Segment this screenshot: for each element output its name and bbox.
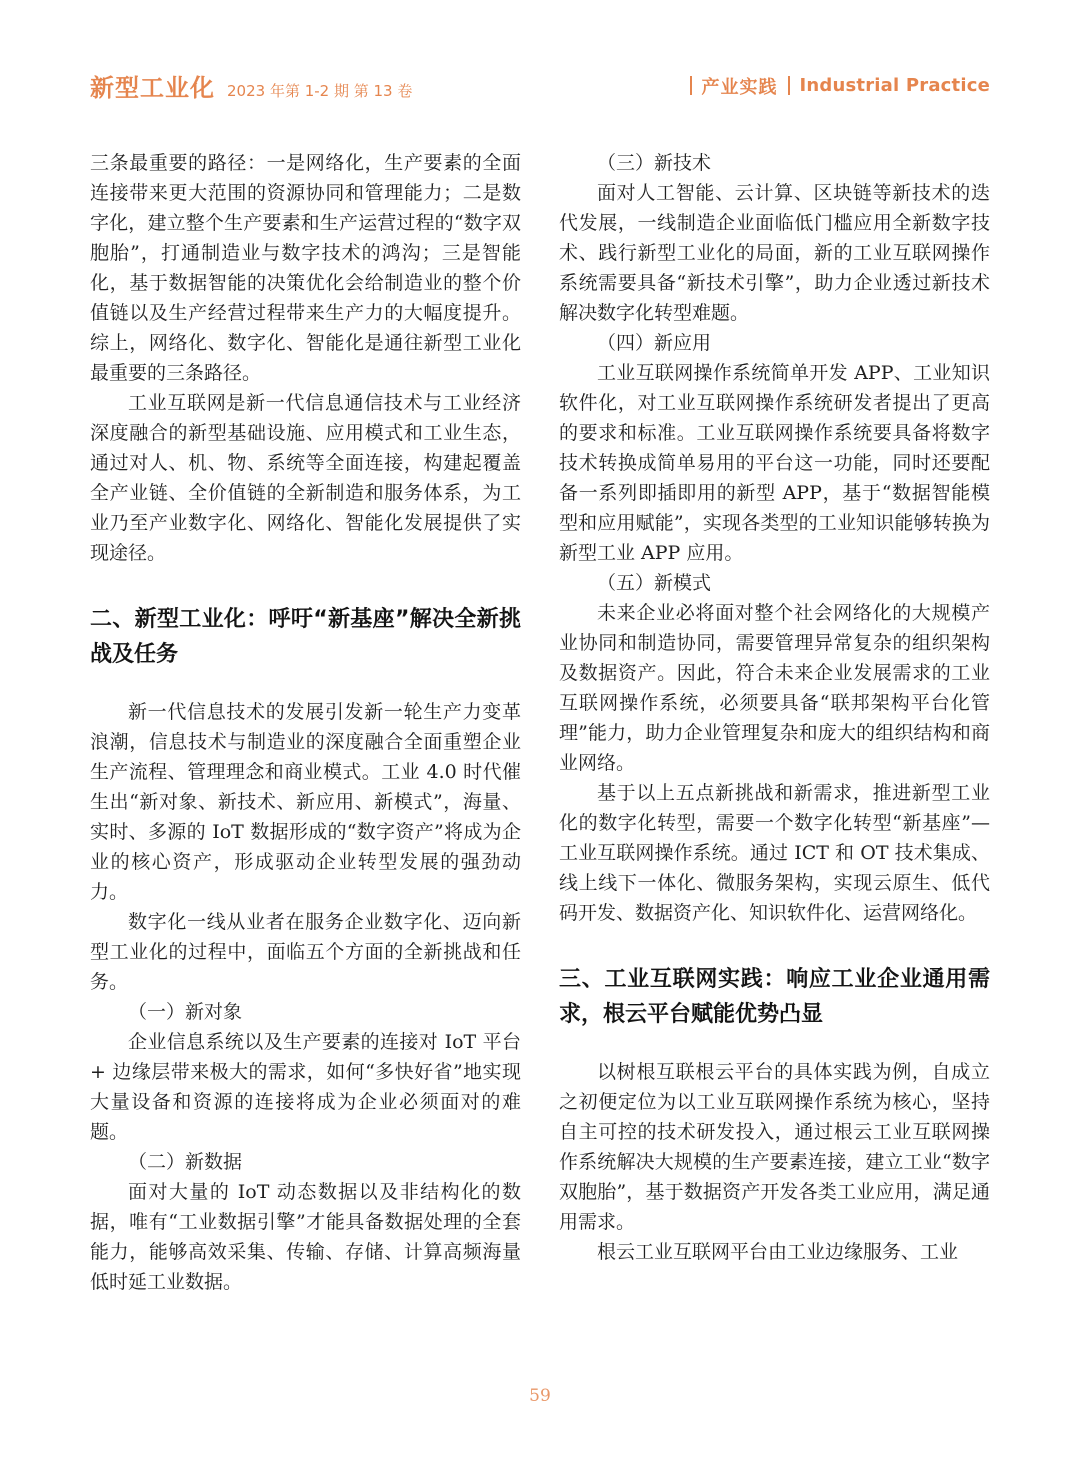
- right-column: [559, 148, 990, 1297]
- header-divider-icon: [690, 76, 692, 95]
- header-left: [90, 68, 412, 103]
- subheading-5-new-mode: （五）新模式: [597, 572, 712, 594]
- subheading-2-new-data: （二）新数据: [128, 1151, 243, 1173]
- header-divider-icon: [788, 76, 790, 95]
- header-section-en: Industrial Practice: [799, 75, 990, 96]
- subheading-3-new-technology: （三）新技术: [597, 152, 712, 174]
- paragraph: 工业互联网是新一代信息通信技术与工业经济深度融合的新型基础设施、应用模式和工业生态，通过对人、机、物、系统等全面连接，构建起覆盖全产业链、全价值链的全新制造和服务体系，为工业乃至产业数字化、网络化、智能化发展提供了实现途径。: [90, 392, 521, 564]
- paragraph: 根云工业互联网平台由工业边缘服务、工业: [597, 1241, 959, 1263]
- section-heading-2: 二、新型工业化：呼吁“新基座”解决全新挑战及任务: [90, 607, 521, 667]
- subheading-1-new-object: （一）新对象: [128, 1001, 243, 1023]
- paragraph: 面对人工智能、云计算、区块链等新技术的迭代发展，一线制造企业面临低门槛应用全新数字技术、践行新型工业化的局面，新的工业互联网操作系统需要具备“新技术引擎”，助力企业透过新技术解决数字化转型难题。: [559, 182, 990, 324]
- paragraph: 新一代信息技术的发展引发新一轮生产力变革浪潮，信息技术与制造业的深度融合全面重塑企业生产流程、管理理念和商业模式。工业 4.0 时代催生出“新对象、新技术、新应用、新模式”，海量、实时、多源的 IoT 数据形成的“数字资产”将成为企业的核心资产，形成驱动企业转型发展的强劲动力。: [90, 701, 521, 903]
- paragraph: 企业信息系统以及生产要素的连接对 IoT 平台 + 边缘层带来极大的需求，如何“多快好省”地实现大量设备和资源的连接将成为企业必须面对的难题。: [90, 1031, 521, 1143]
- journal-issue-info: 2023 年第 1-2 期 第 13 卷: [227, 82, 413, 100]
- page-number: 59: [529, 1386, 551, 1406]
- page-header: [90, 68, 990, 103]
- paragraph: 数字化一线从业者在服务企业数字化、迈向新型工业化的过程中，面临五个方面的全新挑战和任务。: [90, 911, 521, 993]
- paragraph: 基于以上五点新挑战和新需求，推进新型工业化的数字化转型，需要一个数字化转型“新基座”—工业互联网操作系统。通过 ICT 和 OT 技术集成、线上线下一体化、微服务架构，实现云原生、低代码开发、数据资产化、知识软件化、运营网络化。: [559, 782, 990, 924]
- header-section-label: [690, 73, 991, 99]
- paragraph: 面对大量的 IoT 动态数据以及非结构化的数据，唯有“工业数据引擎”才能具备数据处理的全套能力，能够高效采集、传输、存储、计算高频海量低时延工业数据。: [90, 1181, 521, 1293]
- paragraph: 三条最重要的路径：一是网络化，生产要素的全面连接带来更大范围的资源协同和管理能力；二是数字化，建立整个生产要素和生产运营过程的“数字双胞胎”，打通制造业与数字技术的鸿沟；三是智能化，基于数据智能的决策优化会给制造业的整个价值链以及生产经营过程带来生产力的大幅度提升。综上，网络化、数字化、智能化是通往新型工业化最重要的三条路径。: [90, 152, 521, 384]
- subheading-4-new-application: （四）新应用: [597, 332, 712, 354]
- header-section-cn: 产业实践: [701, 76, 778, 98]
- paragraph: 工业互联网操作系统简单开发 APP、工业知识软件化，对工业互联网操作系统研发者提出了更高的要求和标准。工业互联网操作系统要具备将数字技术转换成简单易用的平台这一功能，同时还要配备一系列即插即用的新型 APP，基于“数据智能模型和应用赋能”，实现各类型的工业知识能够转换为新型工业 APP 应用。: [559, 362, 990, 564]
- section-heading-3: 三、工业互联网实践：响应工业企业通用需求，根云平台赋能优势凸显: [559, 967, 990, 1027]
- left-column: [90, 148, 521, 1297]
- paragraph: 以树根互联根云平台的具体实践为例，自成立之初便定位为以工业互联网操作系统为核心，坚持自主可控的技术研发投入，通过根云工业互联网操作系统解决大规模的生产要素连接，建立工业“数字双胞胎”，基于数据资产开发各类工业应用，满足通用需求。: [559, 1061, 990, 1233]
- journal-logo: 新型工业化: [90, 74, 215, 102]
- page-footer: [0, 1386, 1080, 1406]
- paragraph: 未来企业必将面对整个社会网络化的大规模产业协同和制造协同，需要管理异常复杂的组织架构及数据资产。因此，符合未来企业发展需求的工业互联网操作系统，必须要具备“联邦架构平台化管理”能力，助力企业管理复杂和庞大的组织结构和商业网络。: [559, 602, 990, 774]
- article-body: [90, 148, 990, 1297]
